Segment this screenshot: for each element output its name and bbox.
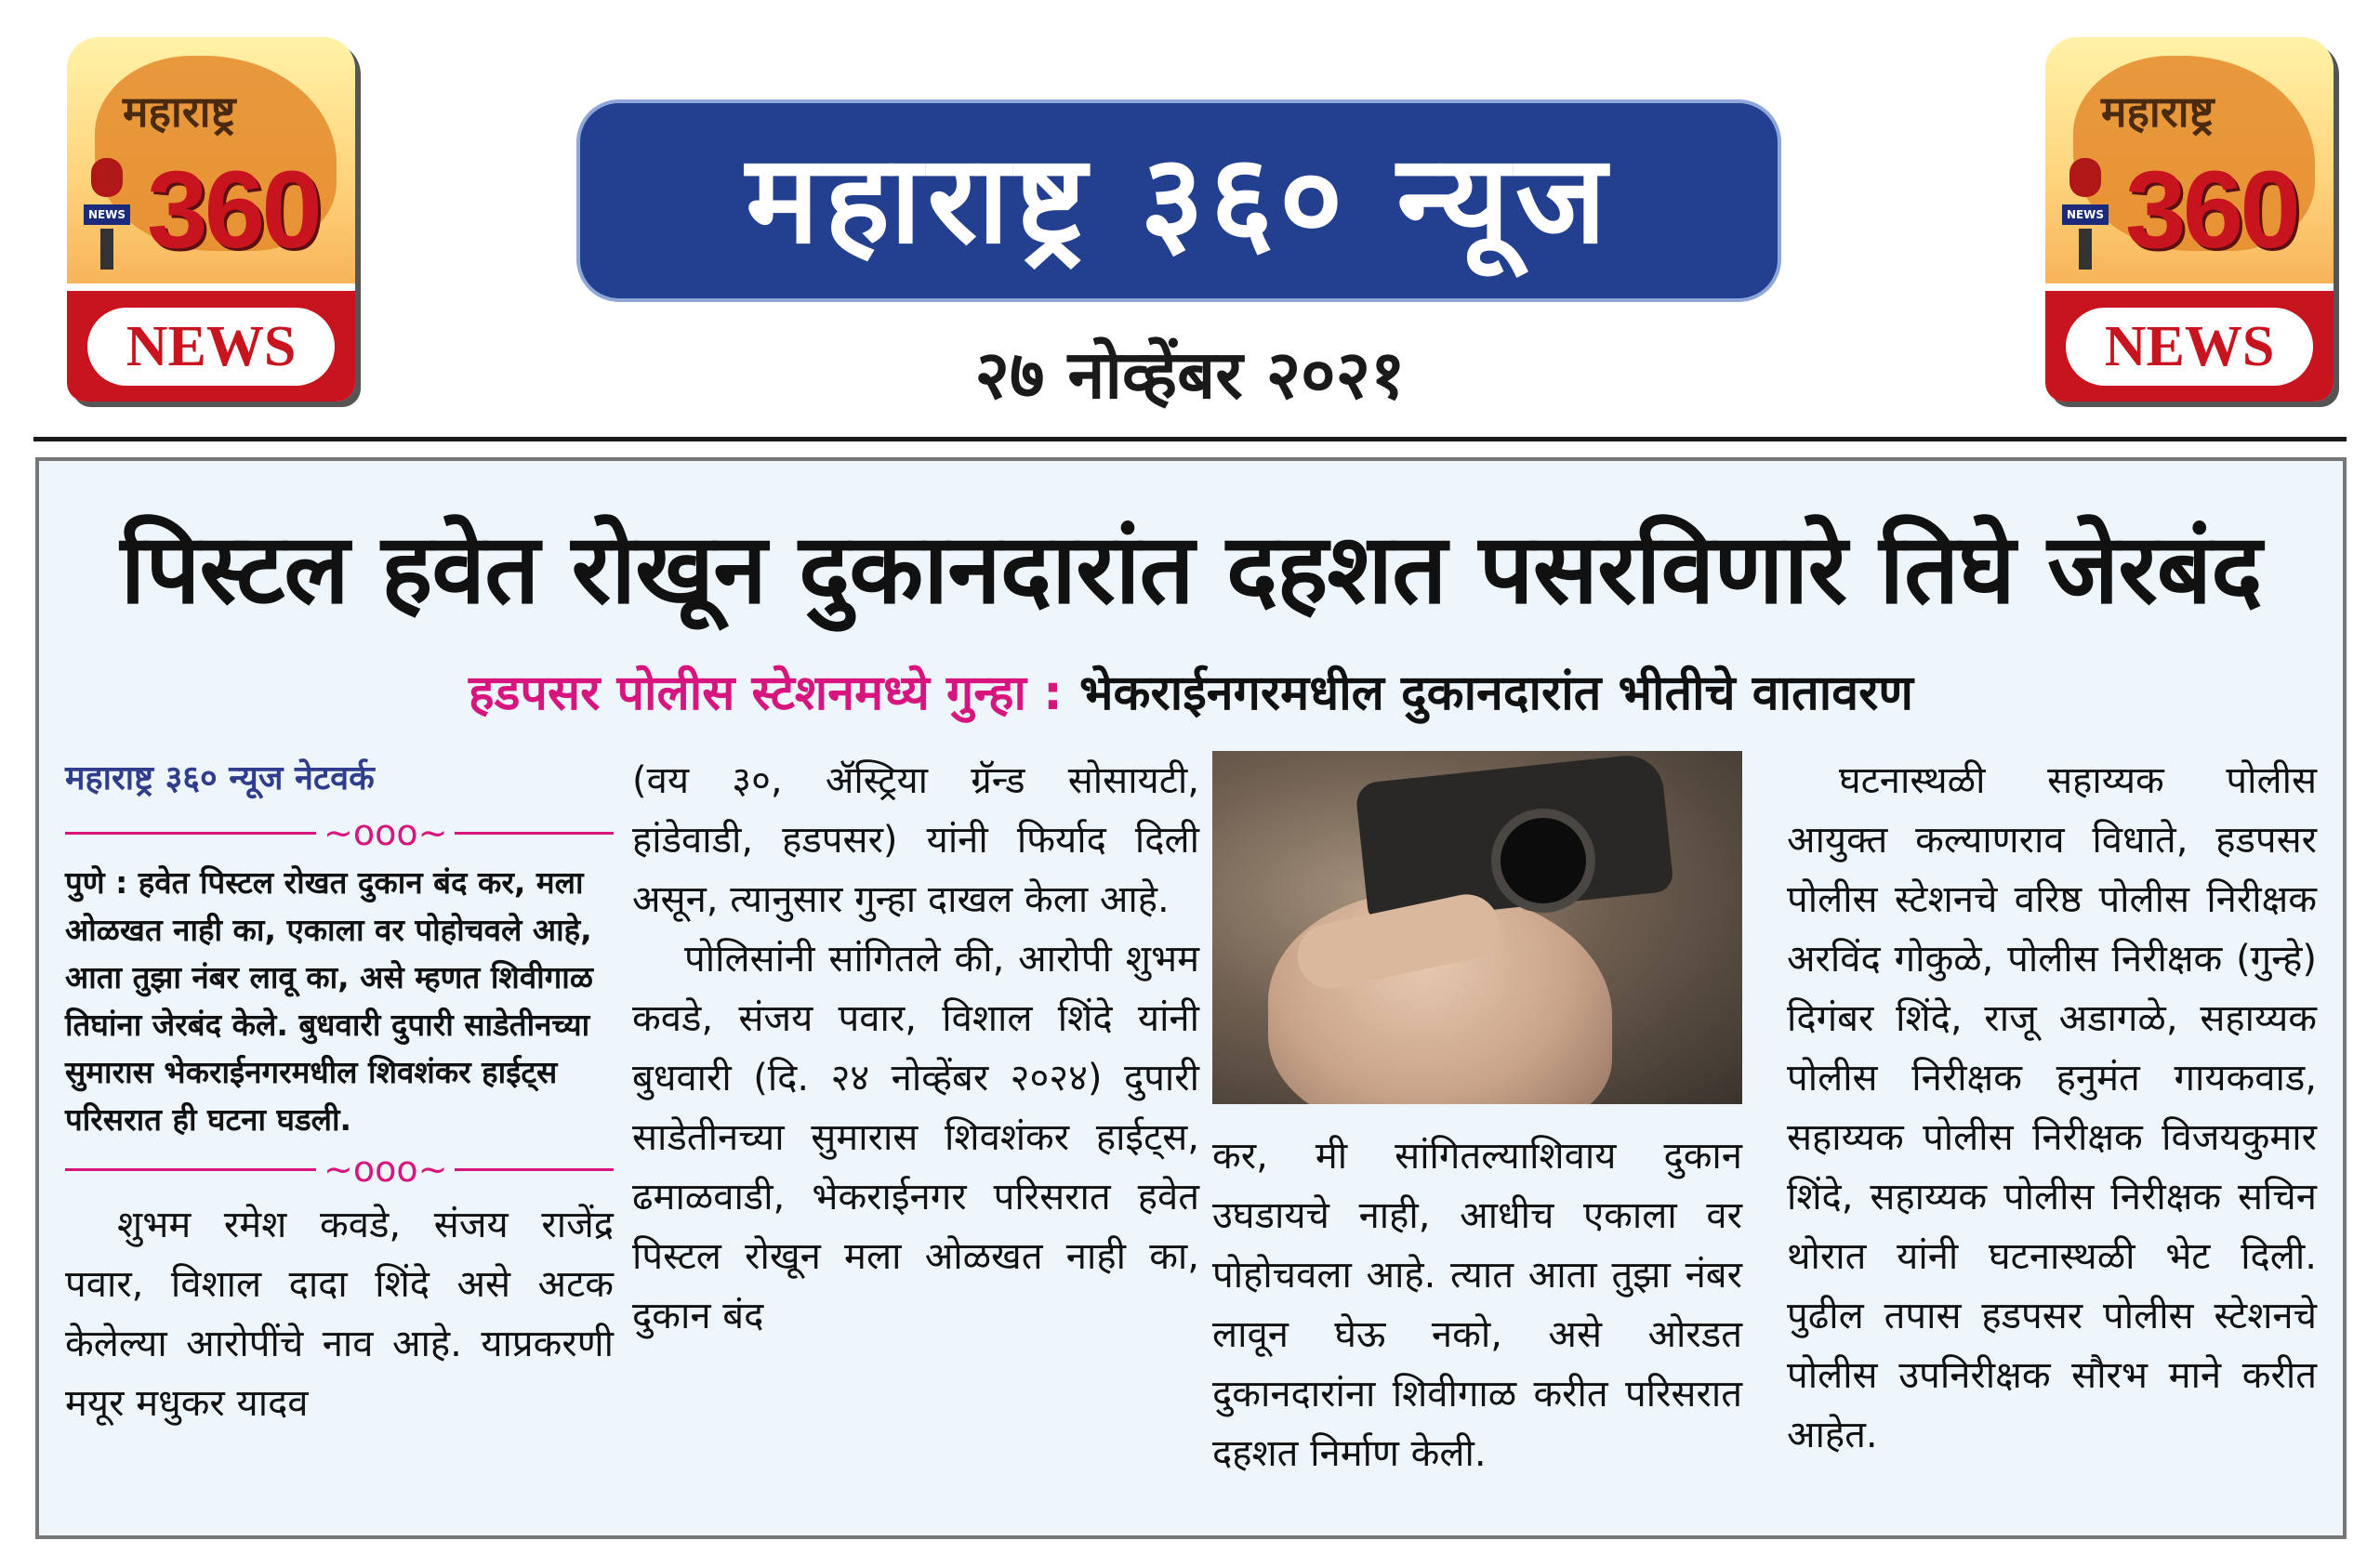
- byline: महाराष्ट्र ३६० न्यूज नेटवर्क: [65, 759, 375, 797]
- microphone-icon: [2066, 158, 2105, 270]
- logo-news-label: NEWS: [87, 308, 335, 386]
- headline: पिस्टल हवेत रोखून दुकानदारांत दहशत पसरविणारे तिघे जेरबंद: [120, 512, 2262, 625]
- pistol-photo: [1212, 751, 1742, 1104]
- logo-brand-text: महाराष्ट्र: [2101, 86, 2215, 137]
- body-paragraph: पोलिसांनी सांगितले की, आरोपी शुभम कवडे, संजय पवार, विशाल शिंदे यांनी बुधवारी (दि. २४ नोव्हेंबर २०२४) दुपारी साडेतीनच्या सुमारास शिवशंकर हाईट्स, ढमाळवाडी, भेकराईनगर परिसरात हवेत पिस्टल रोखून मला ओळखत नाही का, दुकान बंद: [632, 938, 1199, 1337]
- logo-top: [2045, 37, 2334, 283]
- logo-number: 360: [2125, 149, 2297, 271]
- header-rule: [33, 437, 2347, 441]
- logo-news-label: NEWS: [2066, 308, 2313, 386]
- ornament-divider: [65, 1143, 614, 1195]
- subhead-right: भेकराईनगरमधील दुकानदारांत भीतीचे वातावरण: [1078, 665, 1913, 721]
- microphone-icon: [87, 158, 126, 270]
- logo-brand-text: महाराष्ट्र: [123, 86, 236, 137]
- logo-number: 360: [147, 149, 319, 271]
- logo-right: [2045, 37, 2334, 402]
- column-2: [632, 751, 1199, 1346]
- masthead-title: महाराष्ट्र ३६० न्यूज: [576, 99, 1781, 302]
- column-1: [65, 751, 614, 1433]
- mic-tag: NEWS: [84, 204, 130, 225]
- logo-bottom: [2045, 283, 2334, 402]
- body-paragraph: घटनास्थळी सहाय्यक पोलीस आयुक्त कल्याणराव विधाते, हडपसर पोलीस स्टेशनचे वरिष्ठ पोलीस निरीक्षक अरविंद गोकुळे, पोलीस निरीक्षक (गुन्हे) दिगंबर शिंदे, राजू अडागळे, सहाय्यक पोलीस निरीक्षक हनुमंत गायकवाड, सहाय्यक पोलीस निरीक्षक विजयकुमार शिंदे, सहाय्यक पोलीस निरीक्षक सचिन थोरात यांनी घटनास्थळी भेट दिली. पुढील तपास हडपसर पोलीस स्टेशनचे पोलीस उपनिरीक्षक सौरभ माने करीत आहेत.: [1787, 759, 2317, 1456]
- subhead-separator: :: [1025, 665, 1079, 721]
- ornament-icon: ~ooo~: [316, 1149, 455, 1190]
- ornament-icon: ~ooo~: [316, 812, 455, 853]
- intro-paragraph: पुणे : हवेत पिस्टल रोखत दुकान बंद कर, मला ओळखत नाही का, एकाला वर पोहोचवले आहे, आता तुझा नंबर लावू का, असे म्हणत शिवीगाळ तिघांना जेरबंद केले. बुधवारी दुपारी साडेतीनच्या सुमारास भेकराईनगरमधील शिवशंकर हाईट्स परिसरात ही घटना घडली.: [65, 864, 593, 1138]
- body-paragraph: कर, मी सांगितल्याशिवाय दुकान उघडायचे नाही, आधीच एकाला वर पोहोचवला आहे. त्यात आता तुझा नंबर लावून घेऊ नको, असे ओरडत दुकानदारांना शिवीगाळ करीत परिसरात दहशत निर्माण केली.: [1212, 1135, 1742, 1475]
- body-paragraph: शुभम रमेश कवडे, संजय राजेंद्र पवार, विशाल दादा शिंदे असे अटक केलेल्या आरोपींचे नाव आहे. याप्रकरणी मयूर मधुकर यादव: [65, 1204, 614, 1425]
- column-4: [1787, 751, 2317, 1465]
- body-paragraph: (वय ३०, ॲस्ट्रिया ग्रॅन्ड सोसायटी, हांडेवाडी, हडपसर) यांनी फिर्याद दिली असून, त्यानुसार गुन्हा दाखल केला आहे.: [632, 759, 1199, 921]
- article-panel: [35, 457, 2347, 1539]
- column-3: [1212, 751, 1742, 1483]
- ornament-divider: [65, 807, 614, 859]
- subhead-left: हडपसर पोलीस स्टेशनमध्ये गुन्हा: [469, 665, 1026, 721]
- mic-tag: NEWS: [2062, 204, 2109, 225]
- subheadline: [39, 658, 2343, 724]
- logo-left: [67, 37, 355, 402]
- logo-top: [67, 37, 355, 283]
- logo-bottom: [67, 283, 355, 402]
- issue-date: २७ नोव्हेंबर २०२१: [974, 336, 1406, 414]
